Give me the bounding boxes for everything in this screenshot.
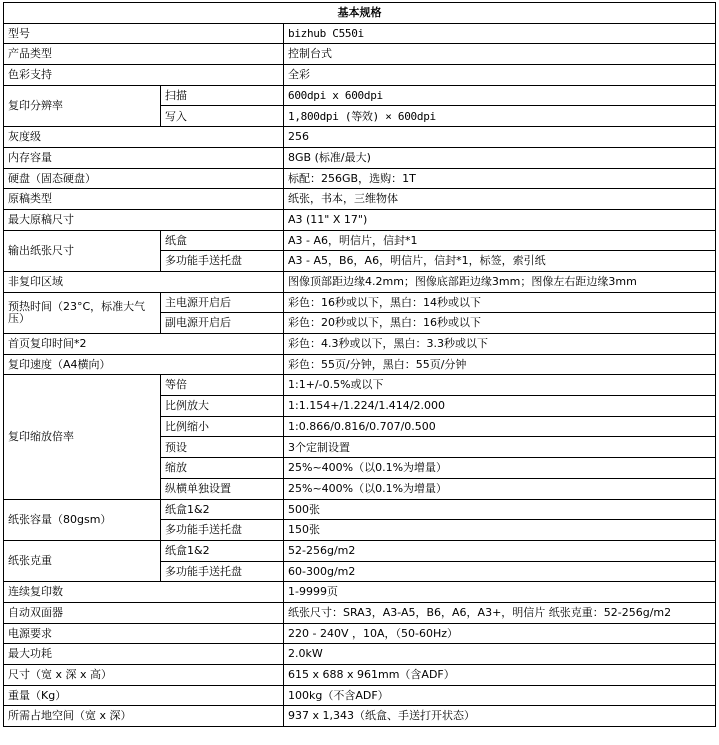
row-sublabel: 比例缩小 (161, 416, 284, 437)
row-label: 最大原稿尺寸 (4, 209, 284, 230)
row-label: 内存容量 (4, 147, 284, 168)
row-value: 25%~400%（以0.1%为增量） (284, 478, 716, 499)
table-row (4, 334, 716, 355)
row-value: 彩色：16秒或以下，黑白：14秒或以下 (284, 292, 716, 313)
table-row (4, 292, 716, 313)
row-value: 600dpi x 600dpi (284, 85, 716, 106)
row-value: 150张 (284, 520, 716, 541)
table-title: 基本规格 (4, 3, 716, 24)
table-row (4, 65, 716, 86)
table-row (4, 147, 716, 168)
row-sublabel: 预设 (161, 437, 284, 458)
row-label: 产品类型 (4, 44, 284, 65)
row-sublabel: 纸盒1&2 (161, 499, 284, 520)
row-value: 1-9999页 (284, 582, 716, 603)
row-label: 纸张克重 (4, 540, 161, 581)
row-sublabel: 比例放大 (161, 396, 284, 417)
table-row (4, 271, 716, 292)
row-value: 220 - 240V ，10A，（50-60Hz） (284, 623, 716, 644)
row-sublabel: 多功能手送托盘 (161, 520, 284, 541)
row-label: 预热时间（23°C，标准大气压） (4, 292, 161, 333)
row-sublabel: 纵横单独设置 (161, 478, 284, 499)
row-value: 1:0.866/0.816/0.707/0.500 (284, 416, 716, 437)
row-sublabel: 纸盒1&2 (161, 540, 284, 561)
row-label: 型号 (4, 23, 284, 44)
row-label: 复印速度（A4横向） (4, 354, 284, 375)
row-value: A3 - A6，明信片，信封*1 (284, 230, 716, 251)
row-label: 非复印区域 (4, 271, 284, 292)
row-sublabel: 多功能手送托盘 (161, 251, 284, 272)
row-sublabel: 多功能手送托盘 (161, 561, 284, 582)
row-value: 纸张，书本，三维物体 (284, 189, 716, 210)
row-value: 1:1+/-0.5%或以下 (284, 375, 716, 396)
row-value: 937 x 1,343（纸盒、手送打开状态） (284, 706, 716, 727)
row-value: 2.0kW (284, 644, 716, 665)
row-label: 色彩支持 (4, 65, 284, 86)
row-value: 标配：256GB，选购：1T (284, 168, 716, 189)
row-label: 纸张容量（80gsm） (4, 499, 161, 540)
row-value: bizhub C550i (284, 23, 716, 44)
table-row (4, 127, 716, 148)
row-value: 彩色：4.3秒或以下，黑白：3.3秒或以下 (284, 334, 716, 355)
row-value: 25%~400%（以0.1%为增量） (284, 458, 716, 479)
table-row (4, 644, 716, 665)
row-label: 硬盘（固态硬盘） (4, 168, 284, 189)
table-row (4, 209, 716, 230)
row-label: 原稿类型 (4, 189, 284, 210)
table-row (4, 44, 716, 65)
table-row (4, 685, 716, 706)
spec-table-body (4, 3, 716, 727)
row-value: 100kg（不含ADF） (284, 685, 716, 706)
table-row (4, 85, 716, 106)
row-value: 256 (284, 127, 716, 148)
row-value: 60-300g/m2 (284, 561, 716, 582)
row-value: A3 (11" X 17") (284, 209, 716, 230)
row-value: 500张 (284, 499, 716, 520)
table-row (4, 230, 716, 251)
row-value: 彩色：55页/分钟，黑白：55页/分钟 (284, 354, 716, 375)
table-row (4, 375, 716, 396)
table-row (4, 706, 716, 727)
row-label: 复印分辨率 (4, 85, 161, 126)
table-row (4, 665, 716, 686)
row-label: 连续复印数 (4, 582, 284, 603)
row-value: 彩色：20秒或以下，黑白：16秒或以下 (284, 313, 716, 334)
row-label: 输出纸张尺寸 (4, 230, 161, 271)
row-sublabel: 扫描 (161, 85, 284, 106)
row-value: 8GB (标准/最大) (284, 147, 716, 168)
row-value: 1:1.154+/1.224/1.414/2.000 (284, 396, 716, 417)
table-row (4, 354, 716, 375)
table-row (4, 168, 716, 189)
row-value: A3 - A5，B6，A6，明信片，信封*1，标签，索引纸 (284, 251, 716, 272)
row-sublabel: 等倍 (161, 375, 284, 396)
row-label: 最大功耗 (4, 644, 284, 665)
row-label: 尺寸（宽 x 深 x 高） (4, 665, 284, 686)
row-label: 重量（Kg） (4, 685, 284, 706)
row-sublabel: 主电源开启后 (161, 292, 284, 313)
table-title-row (4, 3, 716, 24)
row-value: 图像顶部距边缘4.2mm；图像底部距边缘3mm；图像左右距边缘3mm (284, 271, 716, 292)
row-sublabel: 纸盒 (161, 230, 284, 251)
row-value: 纸张尺寸：SRA3，A3-A5，B6，A6，A3+，明信片 纸张克重：52-256g/m2 (284, 602, 716, 623)
row-label: 电源要求 (4, 623, 284, 644)
row-label: 自动双面器 (4, 602, 284, 623)
table-row (4, 499, 716, 520)
row-label: 首页复印时间*2 (4, 334, 284, 355)
row-sublabel: 缩放 (161, 458, 284, 479)
table-row (4, 540, 716, 561)
row-label: 所需占地空间（宽 x 深） (4, 706, 284, 727)
row-label: 复印缩放倍率 (4, 375, 161, 499)
row-value: 1,800dpi (等效) × 600dpi (284, 106, 716, 127)
row-label: 灰度级 (4, 127, 284, 148)
row-sublabel: 写入 (161, 106, 284, 127)
row-value: 615 x 688 x 961mm（含ADF） (284, 665, 716, 686)
row-sublabel: 副电源开启后 (161, 313, 284, 334)
table-row (4, 602, 716, 623)
table-row (4, 189, 716, 210)
table-row (4, 623, 716, 644)
row-value: 52-256g/m2 (284, 540, 716, 561)
table-row (4, 582, 716, 603)
spec-table (3, 2, 716, 727)
table-row (4, 23, 716, 44)
row-value: 3个定制设置 (284, 437, 716, 458)
row-value: 全彩 (284, 65, 716, 86)
row-value: 控制台式 (284, 44, 716, 65)
